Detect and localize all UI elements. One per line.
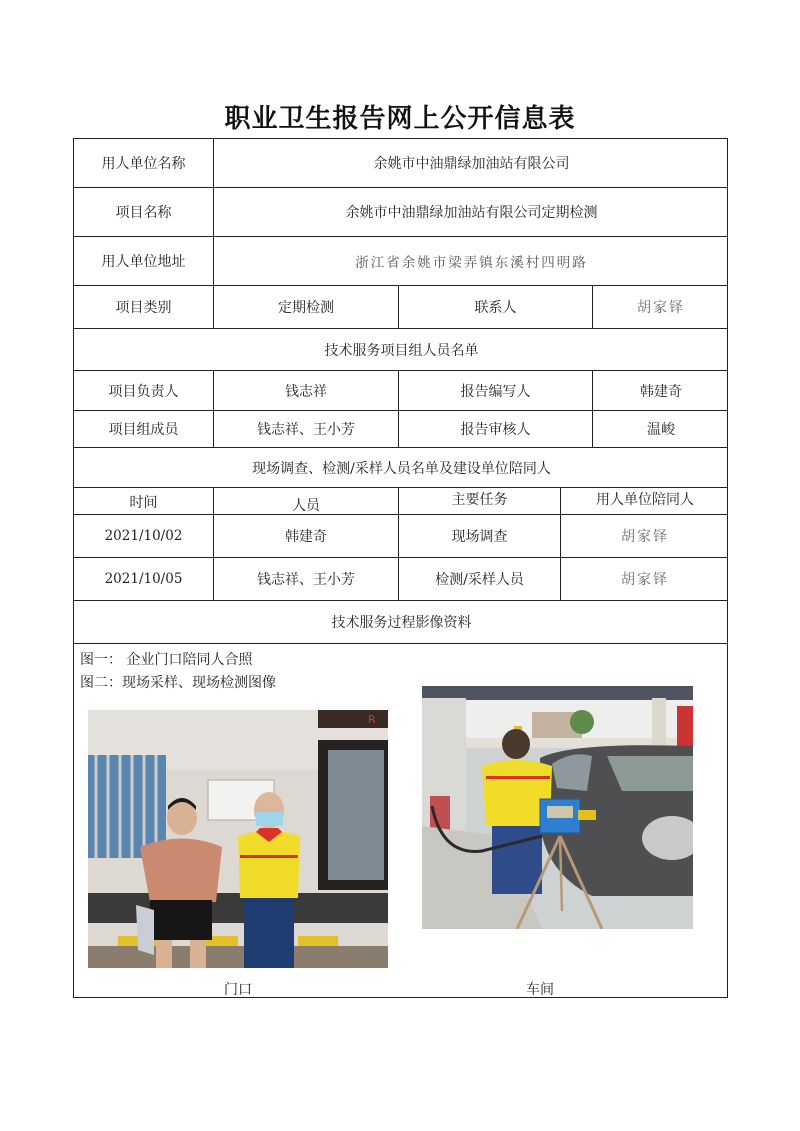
survey-date: 2021/10/02: [104, 528, 183, 544]
row-team-title: [74, 329, 727, 371]
entrance-photo-caption: 门口: [224, 982, 252, 998]
members-label: 项目组成员: [108, 422, 179, 438]
writer-label: 报告编写人: [398, 371, 592, 410]
survey-task: 检测/采样人员: [398, 558, 560, 600]
survey-staff: 韩建奇: [213, 515, 398, 557]
survey-escort: 胡家铎: [560, 558, 729, 600]
reviewer-label: 报告审核人: [398, 411, 592, 447]
col-header-task: 主要任务: [398, 488, 560, 514]
project-name-label: 项目名称: [115, 205, 172, 221]
team-section-title: 技术服务项目组人员名单: [324, 342, 479, 359]
leader-label: 项目负责人: [108, 383, 179, 400]
writer-value: 韩建奇: [592, 371, 729, 410]
survey-date: 2021/10/05: [104, 571, 183, 587]
contact-value: 胡家铎: [592, 286, 729, 328]
workshop-photo: [422, 686, 693, 929]
workshop-photo-caption: 车间: [526, 982, 554, 998]
page-title: 职业卫生报告网上公开信息表: [224, 104, 576, 134]
project-type-label: 项目类别: [115, 300, 172, 316]
table-row: [74, 558, 727, 601]
employer-name-label: 用人单位名称: [101, 156, 186, 172]
contact-label: 联系人: [398, 286, 592, 328]
row-employer-name: [74, 139, 727, 188]
row-team-leader: [74, 371, 727, 411]
figure-2-label: 图二：现场采样、现场检测图像: [80, 675, 276, 691]
images-section-title: 技术服务过程影像资料: [331, 615, 472, 631]
row-project-name: [74, 188, 727, 237]
survey-escort: 胡家铎: [560, 515, 729, 557]
figure-1-label: 图一： 企业门口陪同人合照: [80, 652, 253, 668]
employer-address-label: 用人单位地址: [101, 254, 186, 270]
row-employer-address: [74, 237, 727, 286]
leader-value: 钱志祥: [213, 371, 398, 410]
col-header-staff: 人员: [213, 488, 398, 514]
table-row: [74, 515, 727, 558]
survey-section-title: 现场调查、检测/采样人员名单及建设单位陪同人: [252, 460, 551, 477]
row-project-type: [74, 286, 727, 329]
members-value: 钱志祥、王小芳: [213, 411, 398, 447]
images-area: [74, 644, 727, 997]
row-survey-title: [74, 448, 727, 488]
entrance-photo: [88, 710, 388, 968]
project-type-value: 定期检测: [213, 286, 398, 328]
row-images-title: [74, 601, 727, 644]
survey-staff: 钱志祥、王小芳: [213, 558, 398, 600]
reviewer-value: 温峻: [592, 411, 729, 447]
svg-text:R: R: [368, 713, 376, 726]
survey-header-row: [74, 488, 727, 515]
row-team-members: [74, 411, 727, 448]
employer-name-value: 余姚市中油鼎绿加油站有限公司: [213, 139, 729, 187]
col-header-time: 时间: [129, 495, 158, 511]
project-name-value: 余姚市中油鼎绿加油站有限公司定期检测: [213, 188, 729, 236]
employer-address-value: 浙江省余姚市梁弄镇东溪村四明路: [213, 237, 729, 285]
col-header-escort: 用人单位陪同人: [560, 488, 729, 514]
survey-task: 现场调查: [398, 515, 560, 557]
info-table: [73, 138, 728, 998]
